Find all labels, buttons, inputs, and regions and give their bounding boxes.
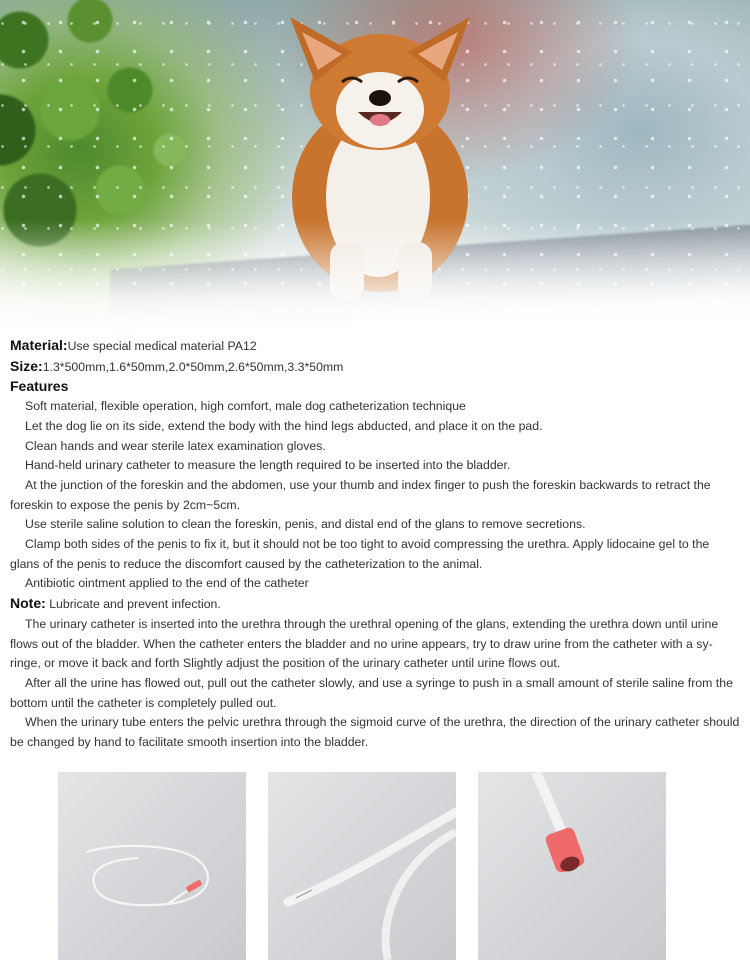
feature-item: Soft material, flexible operation, high comfort, male dog catheterization technique: [25, 399, 466, 414]
size-line: [10, 357, 740, 378]
catheter-tip-closeup-photo: [268, 772, 456, 960]
note-text: Lubricate and prevent infection.: [45, 597, 221, 612]
hero-fade: [0, 220, 750, 335]
feature-item: Antibiotic ointment applied to the end of the catheter: [25, 576, 309, 591]
catheter-connector-closeup-photo: [478, 772, 666, 960]
material-value: Use special medical material PA12: [67, 339, 257, 353]
catheter-coiled-photo: [58, 772, 246, 960]
note-line: [10, 594, 740, 615]
feature-item: Use sterile saline solution to clean the foreskin, penis, and distal end of the glans to remove secretions.: [25, 517, 586, 532]
size-value: 1.3*500mm,1.6*50mm,2.0*50mm,2.6*50mm,3.3*50mm: [42, 359, 344, 374]
note-paragraph: The urinary catheter is inserted into the urethra through the urethral opening of the glans, extending the urethra down until urine flows out of the bladder. When the catheter enters the bladder and no urine appears, try to draw urine from the catheter with a sy-ringe, or move it back and forth Slightly adjust the position of the urinary catheter until urine flows out.: [10, 616, 719, 671]
feature-item: At the junction of the foreskin and the abdomen, use your thumb and index finger to push the foreskin backwards to retract the foreskin to expose the penis by 2cm~5cm.: [10, 477, 711, 512]
material-line: [10, 336, 740, 357]
note-paragraph: After all the urine has flowed out, pull out the catheter slowly, and use a syringe to push in a small amount of sterile saline from the bottom until the catheter is completely pulled out.: [10, 675, 733, 710]
product-description: [10, 336, 740, 753]
hero-photo: [0, 0, 750, 335]
feature-item: Clamp both sides of the penis to fix it, but it should not be too tight to avoid compressing the urethra. Apply lidocaine gel to the glans of the penis to reduce the discomfort caused by the catheterization to the animal.: [10, 537, 710, 571]
features-heading: Features: [10, 378, 69, 395]
feature-item: Clean hands and wear sterile latex examination gloves.: [25, 438, 326, 453]
size-label: Size:: [10, 357, 43, 374]
feature-item: Hand-held urinary catheter to measure the length required to be inserted into the bladder.: [25, 458, 511, 473]
note-paragraph: When the urinary tube enters the pelvic urethra through the sigmoid curve of the urethra, the direction of the urinary catheter should be changed by hand to facilitate smooth insertion into the bladder.: [10, 715, 740, 750]
product-photo-row: [0, 772, 750, 962]
feature-item: Let the dog lie on its side, extend the body with the hind legs abducted, and place it on the pad.: [25, 418, 543, 433]
note-label: Note:: [10, 595, 46, 612]
material-label: Material:: [10, 337, 68, 353]
